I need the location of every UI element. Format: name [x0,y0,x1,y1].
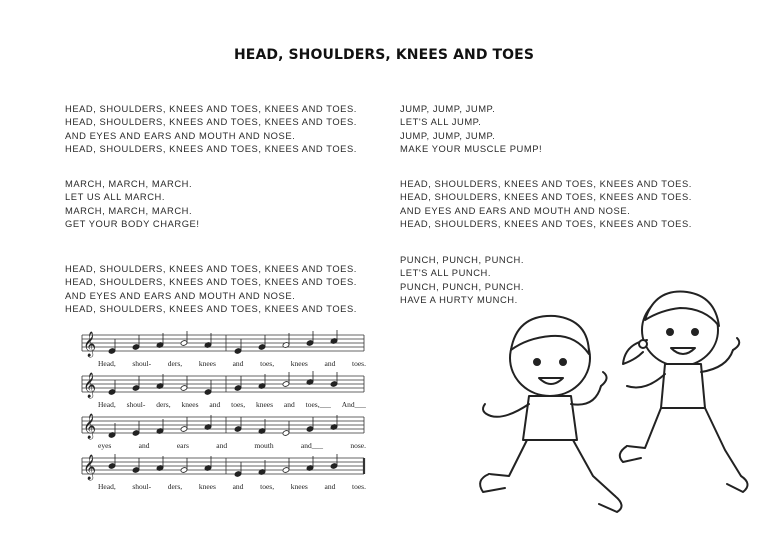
staff-lyric-syllable: and [324,359,336,368]
lyric-line: HEAD, SHOULDERS, KNEES AND TOES, KNEES AND TOES. [400,178,692,189]
staff-notation [78,330,368,360]
staff-lyric-syllable: ders, [167,359,183,368]
stanza-march [65,177,200,231]
staff-lyric-syllable: ders, [167,482,183,491]
staff-system-1 [78,330,368,370]
staff-lyric-syllable: and [324,482,336,491]
staff-lyric-syllable: shoul- [132,359,152,368]
staff-lyric-syllable: And___ [341,400,366,409]
staff-lyric-syllable: knees [255,400,274,409]
stanza-chorus-1 [65,102,357,156]
lyric-line: HEAD, SHOULDERS, KNEES AND TOES, KNEES AND TOES. [65,103,357,114]
staff-system-3 [78,412,368,452]
lyric-line: MAKE YOUR MUSCLE PUMP! [400,143,543,155]
staff-lyrics [98,359,366,368]
lyric-line: LET'S ALL PUNCH. [400,267,491,279]
staff-lyric-syllable: ders, [156,400,171,409]
staff-lyric-syllable: and___ [300,441,323,450]
staff-lyric-syllable: Head, [98,400,116,409]
staff-system-2 [78,371,368,411]
lyric-line: LET'S ALL JUMP. [400,116,482,128]
stanza-chorus-2 [65,262,357,316]
lyric-line: GET YOUR BODY CHARGE! [65,218,200,230]
stanza-chorus-3 [400,177,692,231]
lyric-line: JUMP, JUMP, JUMP. [400,129,496,141]
staff-notation [78,453,368,483]
lyric-line: HEAD, SHOULDERS, KNEES AND TOES, KNEES AND TOES. [400,191,692,203]
staff-lyric-syllable: and [138,441,150,450]
running-children-illustration [465,280,760,530]
girl-figure [620,292,748,492]
staff-lyric-syllable: and [283,400,295,409]
staff-lyrics [98,400,366,409]
lyric-line: AND EYES AND EARS AND MOUTH AND NOSE. [65,289,296,301]
lyric-line: HEAD, SHOULDERS, KNEES AND TOES, KNEES AND TOES. [65,263,357,274]
lyric-line: AND EYES AND EARS AND MOUTH AND NOSE. [65,129,296,141]
staff-lyric-syllable: knees [198,359,216,368]
staff-notation [78,412,368,442]
staff-lyric-syllable: Head, [98,482,116,491]
staff-lyric-syllable: toes. [352,482,366,491]
lyric-line: LET US ALL MARCH. [65,191,166,203]
staff-lyric-syllable: and [232,482,244,491]
lyric-line: MARCH, MARCH, MARCH. [65,178,193,189]
lyric-line: AND EYES AND EARS AND MOUTH AND NOSE. [400,204,631,216]
staff-lyric-syllable: ears [176,441,189,450]
lyric-line: HEAD, SHOULDERS, KNEES AND TOES, KNEES AND TOES. [65,303,357,315]
staff-lyric-syllable: toes, [260,359,275,368]
staff-lyric-syllable: knees [290,482,308,491]
staff-lyric-syllable: toes, [260,482,275,491]
staff-lyric-syllable: and [232,359,244,368]
staff-lyric-syllable: shoul- [132,482,152,491]
treble-clef-icon: 𝄞 [83,455,97,480]
lyric-line: PUNCH, PUNCH, PUNCH. [400,280,525,292]
stanza-jump [400,102,542,156]
staff-notation [78,371,368,401]
staff-lyric-syllable: knees [290,359,308,368]
lyric-line: HEAD, SHOULDERS, KNEES AND TOES, KNEES AND TOES. [65,116,357,128]
boy-figure [480,316,621,512]
staff-lyric-syllable: and [216,441,228,450]
staff-lyric-syllable: mouth [254,441,274,450]
staff-lyric-syllable: shoul- [126,400,146,409]
staff-lyric-syllable: toes. [352,359,366,368]
staff-lyrics [98,441,366,450]
staff-lyrics [98,482,366,491]
staff-lyric-syllable: toes, [231,400,246,409]
staff-lyric-syllable: Head, [98,359,116,368]
lyric-line: MARCH, MARCH, MARCH. [65,204,193,216]
lyric-line: HEAD, SHOULDERS, KNEES AND TOES, KNEES AND TOES. [65,276,357,288]
treble-clef-icon: 𝄞 [83,373,97,398]
staff-lyric-syllable: nose. [350,441,366,450]
treble-clef-icon: 𝄞 [83,414,97,439]
staff-lyric-syllable: eyes [98,441,112,450]
sheet-music [78,330,368,495]
staff-lyric-syllable: knees [181,400,199,409]
lyric-line: HAVE A HURTY MUNCH. [400,294,518,306]
lyric-line: HEAD, SHOULDERS, KNEES AND TOES, KNEES AND TOES. [400,218,692,230]
staff-system-4 [78,453,368,493]
lyric-line: HEAD, SHOULDERS, KNEES AND TOES, KNEES AND TOES. [65,143,357,155]
staff-lyric-syllable: and [209,400,221,409]
treble-clef-icon: 𝄞 [83,332,97,357]
page-title: HEAD, SHOULDERS, KNEES AND TOES [233,47,535,63]
lyric-line: JUMP, JUMP, JUMP. [400,103,496,114]
staff-lyric-syllable: toes,___ [305,400,331,409]
staff-lyric-syllable: knees [198,482,216,491]
lyric-line: PUNCH, PUNCH, PUNCH. [400,254,525,265]
